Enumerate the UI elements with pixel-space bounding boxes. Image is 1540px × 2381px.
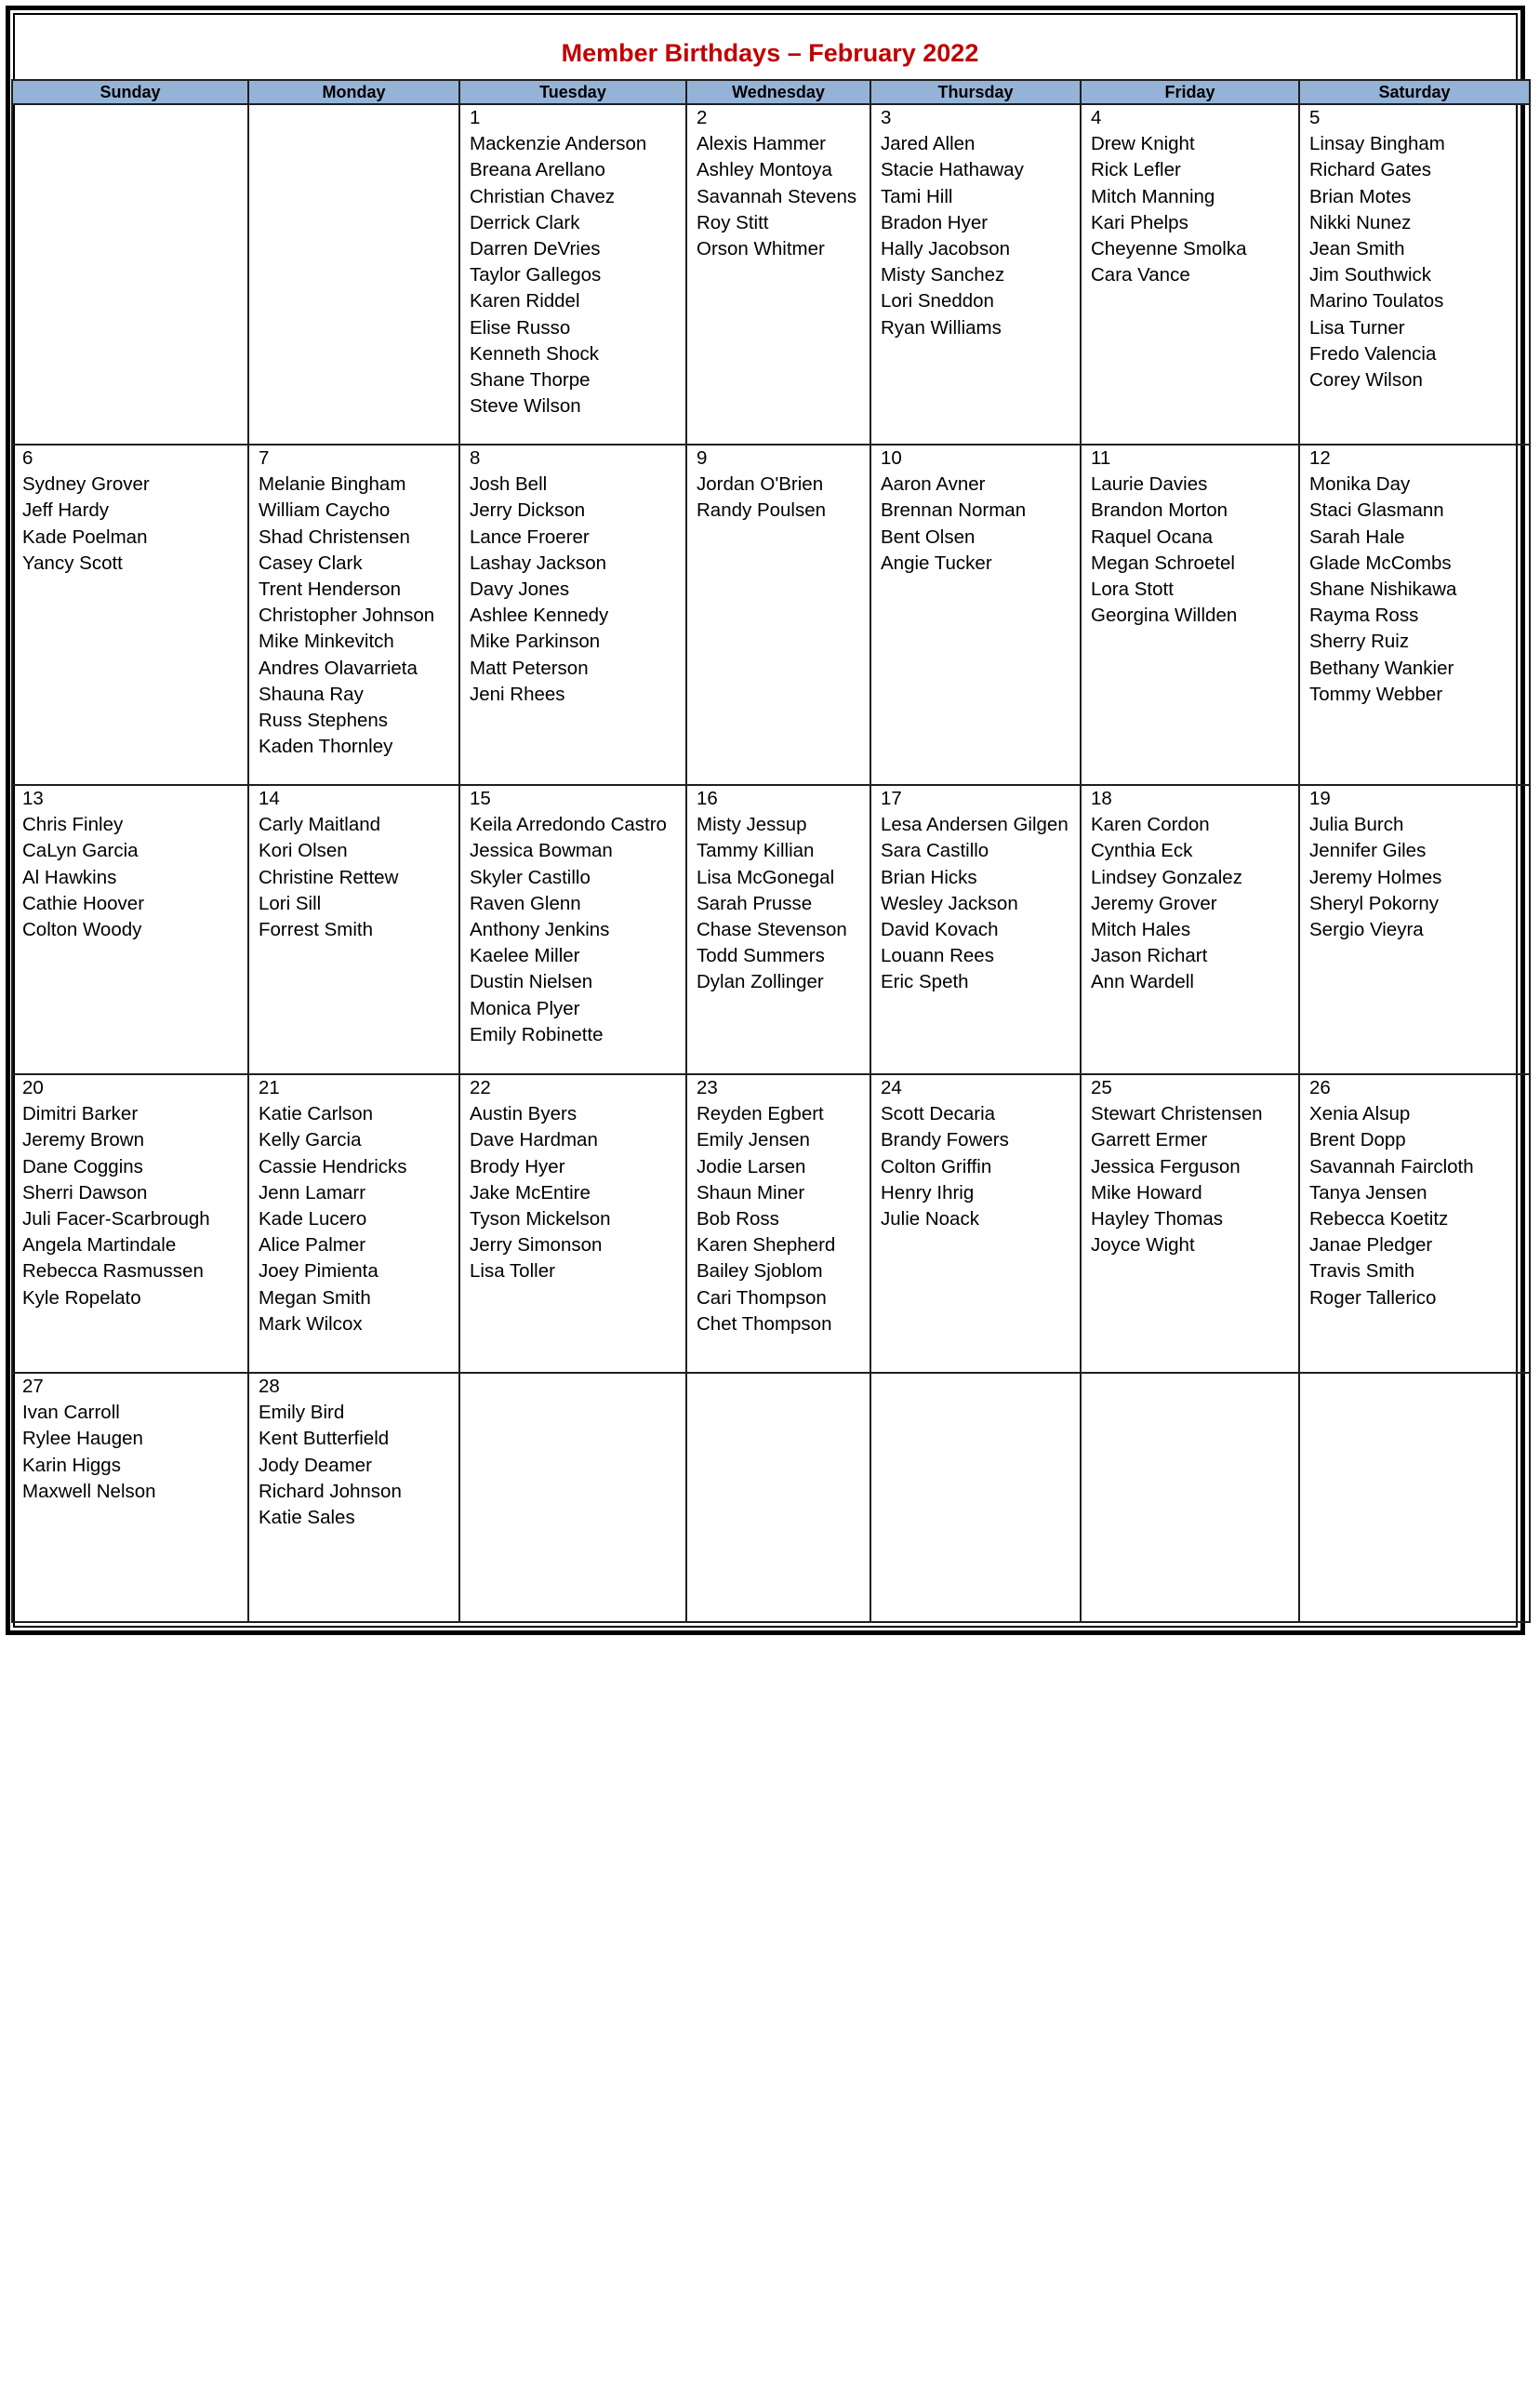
birthday-name: Dimitri Barker: [22, 1103, 139, 1125]
birthday-name: Jean Smith: [1309, 238, 1405, 260]
birthday-name: Jake McEntire: [470, 1181, 591, 1204]
birthday-name: Andres Olavarrieta: [259, 657, 418, 679]
week-row: [12, 1074, 1530, 1373]
day-number: 2: [697, 107, 708, 128]
birthday-name: Bent Olsen: [881, 525, 976, 548]
birthday-name: Keila Arredondo Castro: [470, 814, 667, 836]
birthday-name: Juli Facer-Scarbrough: [22, 1208, 210, 1230]
birthday-name: Brandy Fowers: [881, 1129, 1009, 1151]
empty-day-cell: [1081, 1373, 1299, 1622]
day-cell: [870, 1074, 1081, 1373]
birthday-name: Dave Hardman: [470, 1129, 598, 1151]
birthday-name: Brian Hicks: [881, 866, 977, 888]
birthday-name: Casey Clark: [259, 552, 363, 574]
birthday-name: Sergio Vieyra: [1309, 919, 1424, 941]
birthday-name: Steve Wilson: [470, 395, 581, 418]
birthday-name: Raquel Ocana: [1091, 525, 1214, 548]
birthday-name: Sydney Grover: [22, 473, 150, 496]
birthday-name: Mark Wilcox: [259, 1312, 363, 1335]
birthday-name: Julia Burch: [1309, 814, 1404, 836]
birthday-name: Todd Summers: [697, 945, 825, 967]
day-number: 24: [881, 1077, 902, 1098]
birthday-name: Mike Howard: [1091, 1181, 1202, 1204]
weekday-header-row: [12, 80, 1530, 104]
birthday-name: Christian Chavez: [470, 185, 616, 207]
day-number: 27: [22, 1376, 44, 1397]
day-cell: [248, 1373, 459, 1622]
day-number: 22: [470, 1077, 491, 1098]
birthday-name: Monica Plyer: [470, 997, 580, 1019]
birthday-name: Cheyenne Smolka: [1091, 238, 1247, 260]
birthday-name: Shane Thorpe: [470, 369, 591, 392]
birthday-name: Brent Dopp: [1309, 1129, 1406, 1151]
birthday-name: Kyle Ropelato: [22, 1286, 141, 1309]
weekday-header: Saturday: [1299, 80, 1530, 104]
day-cell: [870, 785, 1081, 1074]
birthday-name: William Caycho: [259, 499, 391, 522]
birthday-name: Bob Ross: [697, 1208, 779, 1230]
birthday-name: Ann Wardell: [1091, 971, 1194, 993]
birthday-name: Jerry Simonson: [470, 1234, 603, 1257]
birthday-name: Yancy Scott: [22, 552, 123, 574]
birthday-name: Henry Ihrig: [881, 1181, 975, 1204]
day-number: 9: [697, 447, 708, 469]
birthday-name: Chase Stevenson: [697, 919, 847, 941]
birthday-name: Chris Finley: [22, 814, 124, 836]
birthday-name: Kade Lucero: [259, 1208, 367, 1230]
birthday-name: Roy Stitt: [697, 211, 769, 233]
birthday-name: Hally Jacobson: [881, 238, 1011, 260]
day-cell: [686, 445, 870, 785]
birthday-name: Corey Wilson: [1309, 369, 1423, 392]
birthday-name: Shaun Miner: [697, 1181, 805, 1204]
birthday-name: Colton Woody: [22, 919, 142, 941]
birthday-name: Fredo Valencia: [1309, 342, 1437, 365]
birthday-name: Drew Knight: [1091, 133, 1195, 155]
birthday-name: Shad Christensen: [259, 525, 410, 548]
birthday-name: Bradon Hyer: [881, 211, 989, 233]
birthday-name: Joyce Wight: [1091, 1234, 1195, 1257]
weekday-header: Thursday: [870, 80, 1081, 104]
weekday-header: Friday: [1081, 80, 1299, 104]
birthday-name: Karen Shepherd: [697, 1234, 836, 1257]
birthday-name: Mike Parkinson: [470, 631, 601, 653]
day-cell: [1081, 445, 1299, 785]
birthday-name: Megan Schroetel: [1091, 552, 1235, 574]
birthday-name: Brennan Norman: [881, 499, 1027, 522]
day-cell: [1081, 1074, 1299, 1373]
day-number: 23: [697, 1077, 718, 1098]
day-number: 7: [259, 447, 270, 469]
birthday-name: Shauna Ray: [259, 683, 364, 705]
birthday-name: Savannah Faircloth: [1309, 1155, 1474, 1177]
birthday-name: Darren DeVries: [470, 238, 601, 260]
birthday-name: Aaron Avner: [881, 473, 986, 496]
birthday-name: David Kovach: [881, 919, 999, 941]
birthday-name: Randy Poulsen: [697, 499, 827, 522]
birthday-name: Alice Palmer: [259, 1234, 366, 1257]
birthday-name: Ashlee Kennedy: [470, 605, 609, 627]
day-number: 8: [470, 447, 481, 469]
birthday-name: Jeremy Brown: [22, 1129, 145, 1151]
birthday-name: Katie Sales: [259, 1507, 355, 1529]
day-number: 25: [1091, 1077, 1112, 1098]
day-number: 19: [1309, 788, 1331, 809]
empty-day-cell: [248, 104, 459, 445]
birthday-name: Monika Day: [1309, 473, 1411, 496]
birthday-name: Emily Bird: [259, 1402, 345, 1424]
birthday-name: Lisa McGonegal: [697, 866, 835, 888]
birthday-name: Jason Richart: [1091, 945, 1208, 967]
birthday-name: Jessica Bowman: [470, 840, 613, 862]
birthday-name: Jared Allen: [881, 133, 976, 155]
birthday-name: Tami Hill: [881, 185, 953, 207]
birthday-name: Anthony Jenkins: [470, 919, 610, 941]
birthday-name: Mike Minkevitch: [259, 631, 394, 653]
birthday-name: Joey Pimienta: [259, 1260, 378, 1283]
empty-day-cell: [459, 1373, 686, 1622]
weekday-header: Monday: [248, 80, 459, 104]
day-cell: [12, 1074, 248, 1373]
birthday-name: Elise Russo: [470, 316, 571, 339]
day-number: 16: [697, 788, 718, 809]
day-number: 26: [1309, 1077, 1331, 1098]
birthday-name: Karin Higgs: [22, 1454, 121, 1476]
birthday-name: Sarah Prusse: [697, 892, 813, 914]
birthday-name: Mitch Manning: [1091, 185, 1215, 207]
birthday-name: Brian Motes: [1309, 185, 1412, 207]
birthday-name: Jim Southwick: [1309, 264, 1432, 286]
birthday-name: Kelly Garcia: [259, 1129, 362, 1151]
birthday-name: Davy Jones: [470, 579, 570, 601]
birthday-name: Tyson Mickelson: [470, 1208, 611, 1230]
birthday-name: Bailey Sjoblom: [697, 1260, 823, 1283]
birthday-name: Ryan Williams: [881, 316, 1002, 339]
birthday-name: Megan Smith: [259, 1286, 371, 1309]
day-cell: [1081, 785, 1299, 1074]
birthday-name: Cynthia Eck: [1091, 840, 1193, 862]
birthday-name: Rebecca Koetitz: [1309, 1208, 1449, 1230]
birthday-name: Maxwell Nelson: [22, 1480, 156, 1502]
birthday-name: Emily Jensen: [697, 1129, 810, 1151]
birthday-name: Jerry Dickson: [470, 499, 586, 522]
birthday-name: Dustin Nielsen: [470, 971, 593, 993]
birthday-name: Kade Poelman: [22, 525, 148, 548]
birthday-name: Kenneth Shock: [470, 342, 600, 365]
calendar-body: [12, 104, 1530, 1622]
birthday-name: Tommy Webber: [1309, 683, 1443, 705]
birthday-name: Austin Byers: [470, 1103, 578, 1125]
weekday-header: Sunday: [12, 80, 248, 104]
day-cell: [686, 104, 870, 445]
birthday-name: Julie Noack: [881, 1208, 979, 1230]
birthday-name: Nikki Nunez: [1309, 211, 1412, 233]
day-cell: [459, 445, 686, 785]
birthday-name: Jeremy Holmes: [1309, 866, 1442, 888]
birthday-name: Roger Tallerico: [1309, 1286, 1437, 1309]
birthday-name: Misty Sanchez: [881, 264, 1005, 286]
birthday-name: Stewart Christensen: [1091, 1103, 1263, 1125]
birthday-name: Ashley Montoya: [697, 159, 832, 181]
birthday-name: Brody Hyer: [470, 1155, 565, 1177]
day-number: 17: [881, 788, 902, 809]
day-cell: [870, 104, 1081, 445]
birthday-name: Lori Sill: [259, 892, 322, 914]
day-cell: [1299, 785, 1530, 1074]
birthday-name: Savannah Stevens: [697, 185, 857, 207]
day-number: 28: [259, 1376, 280, 1397]
birthday-name: Shane Nishikawa: [1309, 579, 1457, 601]
birthday-name: Lance Froerer: [470, 525, 590, 548]
birthday-name: Rayma Ross: [1309, 605, 1419, 627]
empty-day-cell: [686, 1373, 870, 1622]
weekday-header: Wednesday: [686, 80, 870, 104]
day-cell: [1081, 104, 1299, 445]
day-number: 1: [470, 107, 481, 128]
birthday-name: Georgina Willden: [1091, 605, 1238, 627]
day-number: 12: [1309, 447, 1331, 469]
birthday-name: Wesley Jackson: [881, 892, 1018, 914]
birthday-name: Angela Martindale: [22, 1234, 177, 1257]
birthday-name: Sara Castillo: [881, 840, 989, 862]
day-number: 4: [1091, 107, 1102, 128]
birthday-name: Cassie Hendricks: [259, 1155, 407, 1177]
weekday-header: Tuesday: [459, 80, 686, 104]
birthday-name: Lori Sneddon: [881, 290, 994, 313]
birthday-name: Lesa Andersen Gilgen: [881, 814, 1069, 836]
birthday-name: Scott Decaria: [881, 1103, 996, 1125]
birthday-name: Karen Riddel: [470, 290, 580, 313]
day-cell: [12, 785, 248, 1074]
empty-day-cell: [12, 104, 248, 445]
birthday-name: Bethany Wankier: [1309, 657, 1454, 679]
day-number: 3: [881, 107, 892, 128]
birthday-name: Louann Rees: [881, 945, 994, 967]
birthday-name: Katie Carlson: [259, 1103, 374, 1125]
day-number: 11: [1091, 447, 1111, 469]
week-row: [12, 104, 1530, 445]
birthday-name: Reyden Egbert: [697, 1103, 824, 1125]
birthday-name: Dylan Zollinger: [697, 971, 824, 993]
day-cell: [248, 1074, 459, 1373]
birthday-name: Melanie Bingham: [259, 473, 406, 496]
birthday-name: Al Hawkins: [22, 866, 117, 888]
day-cell: [1299, 445, 1530, 785]
birthday-name: Carly Maitland: [259, 814, 381, 836]
empty-day-cell: [1299, 1373, 1530, 1622]
birthday-name: Hayley Thomas: [1091, 1208, 1224, 1230]
birthday-name: Ivan Carroll: [22, 1402, 120, 1424]
birthday-name: Colton Griffin: [881, 1155, 992, 1177]
birthday-name: Travis Smith: [1309, 1260, 1415, 1283]
birthday-name: Marino Toulatos: [1309, 290, 1444, 313]
day-number: 5: [1309, 107, 1321, 128]
day-number: 6: [22, 447, 33, 469]
birthday-name: Eric Speth: [881, 971, 969, 993]
birthday-name: Rebecca Rasmussen: [22, 1260, 204, 1283]
birthday-name: Lisa Toller: [470, 1260, 555, 1283]
birthday-name: Kori Olsen: [259, 840, 348, 862]
birthday-name: Garrett Ermer: [1091, 1129, 1208, 1151]
birthday-name: Taylor Gallegos: [470, 264, 602, 286]
birthday-name: Misty Jessup: [697, 814, 807, 836]
birthday-name: Josh Bell: [470, 473, 548, 496]
day-number: 13: [22, 788, 44, 809]
birthday-name: Cari Thompson: [697, 1286, 827, 1309]
birthday-name: Richard Gates: [1309, 159, 1432, 181]
birthday-name: Alexis Hammer: [697, 133, 826, 155]
birthday-name: Matt Peterson: [470, 657, 589, 679]
birthday-name: Lindsey Gonzalez: [1091, 866, 1242, 888]
day-number: 21: [259, 1077, 280, 1098]
birthday-name: Christine Rettew: [259, 866, 399, 888]
birthday-name: Richard Johnson: [259, 1480, 402, 1502]
birthday-name: Janae Pledger: [1309, 1234, 1433, 1257]
week-row: [12, 785, 1530, 1074]
birthday-name: Mitch Hales: [1091, 919, 1191, 941]
birthday-name: Sherry Ruiz: [1309, 631, 1410, 653]
birthday-name: Staci Glasmann: [1309, 499, 1444, 522]
birthday-name: Breana Arellano: [470, 159, 605, 181]
birthday-name: Christopher Johnson: [259, 605, 435, 627]
week-row: [12, 1373, 1530, 1622]
day-cell: [686, 785, 870, 1074]
birthday-name: Jeff Hardy: [22, 499, 110, 522]
day-cell: [12, 445, 248, 785]
birthday-name: Chet Thompson: [697, 1312, 832, 1335]
day-cell: [248, 785, 459, 1074]
day-cell: [12, 1373, 248, 1622]
birthday-name: Jody Deamer: [259, 1454, 372, 1476]
birthday-name: Raven Glenn: [470, 892, 581, 914]
birthday-name: Orson Whitmer: [697, 238, 825, 260]
birthday-name: Brandon Morton: [1091, 499, 1228, 522]
birthday-name: Kaden Thornley: [259, 736, 393, 758]
birthday-name: Jeni Rhees: [470, 683, 565, 705]
page-title: Member Birthdays – February 2022: [561, 39, 979, 67]
birthday-name: Lora Stott: [1091, 579, 1174, 601]
birthday-name: Lisa Turner: [1309, 316, 1405, 339]
birthday-name: Russ Stephens: [259, 710, 389, 732]
day-cell: [459, 104, 686, 445]
birthday-name: Kari Phelps: [1091, 211, 1188, 233]
birthday-name: Stacie Hathaway: [881, 159, 1024, 181]
birthday-name: Lashay Jackson: [470, 552, 607, 574]
birthday-name: Kaelee Miller: [470, 945, 580, 967]
birthday-name: Jenn Lamarr: [259, 1181, 366, 1204]
birthday-name: Emily Robinette: [470, 1023, 604, 1045]
birthday-name: CaLyn Garcia: [22, 840, 139, 862]
birthday-calendar: [11, 79, 1531, 1623]
empty-day-cell: [870, 1373, 1081, 1622]
birthday-name: Cathie Hoover: [22, 892, 145, 914]
day-number: 15: [470, 788, 491, 809]
birthday-name: Derrick Clark: [470, 211, 580, 233]
birthday-name: Karen Cordon: [1091, 814, 1210, 836]
birthday-name: Jordan O'Brien: [697, 473, 824, 496]
birthday-name: Glade McCombs: [1309, 552, 1452, 574]
birthday-name: Jodie Larsen: [697, 1155, 806, 1177]
birthday-name: Rylee Haugen: [22, 1428, 143, 1450]
day-cell: [1299, 1074, 1530, 1373]
day-cell: [1299, 104, 1530, 445]
birthday-name: Sarah Hale: [1309, 525, 1405, 548]
day-number: 18: [1091, 788, 1112, 809]
day-number: 10: [881, 447, 902, 469]
birthday-name: Rick Lefler: [1091, 159, 1181, 181]
birthday-name: Linsay Bingham: [1309, 133, 1445, 155]
birthday-name: Cara Vance: [1091, 264, 1190, 286]
birthday-name: Mackenzie Anderson: [470, 133, 647, 155]
birthday-name: Skyler Castillo: [470, 866, 591, 888]
day-number: 14: [259, 788, 280, 809]
day-number: 20: [22, 1077, 44, 1098]
birthday-name: Forrest Smith: [259, 919, 374, 941]
birthday-name: Jeremy Grover: [1091, 892, 1217, 914]
birthday-name: Tammy Killian: [697, 840, 815, 862]
day-cell: [459, 785, 686, 1074]
day-cell: [248, 445, 459, 785]
birthday-name: Jessica Ferguson: [1091, 1155, 1241, 1177]
birthday-name: Angie Tucker: [881, 552, 992, 574]
birthday-name: Sherri Dawson: [22, 1181, 148, 1204]
birthday-name: Trent Henderson: [259, 579, 402, 601]
birthday-name: Laurie Davies: [1091, 473, 1208, 496]
birthday-name: Jennifer Giles: [1309, 840, 1427, 862]
day-cell: [870, 445, 1081, 785]
birthday-name: Kent Butterfield: [259, 1428, 390, 1450]
day-cell: [686, 1074, 870, 1373]
day-cell: [459, 1074, 686, 1373]
birthday-name: Tanya Jensen: [1309, 1181, 1427, 1204]
birthday-name: Dane Coggins: [22, 1155, 143, 1177]
birthday-name: Sheryl Pokorny: [1309, 892, 1440, 914]
week-row: [12, 445, 1530, 785]
birthday-name: Xenia Alsup: [1309, 1103, 1411, 1125]
